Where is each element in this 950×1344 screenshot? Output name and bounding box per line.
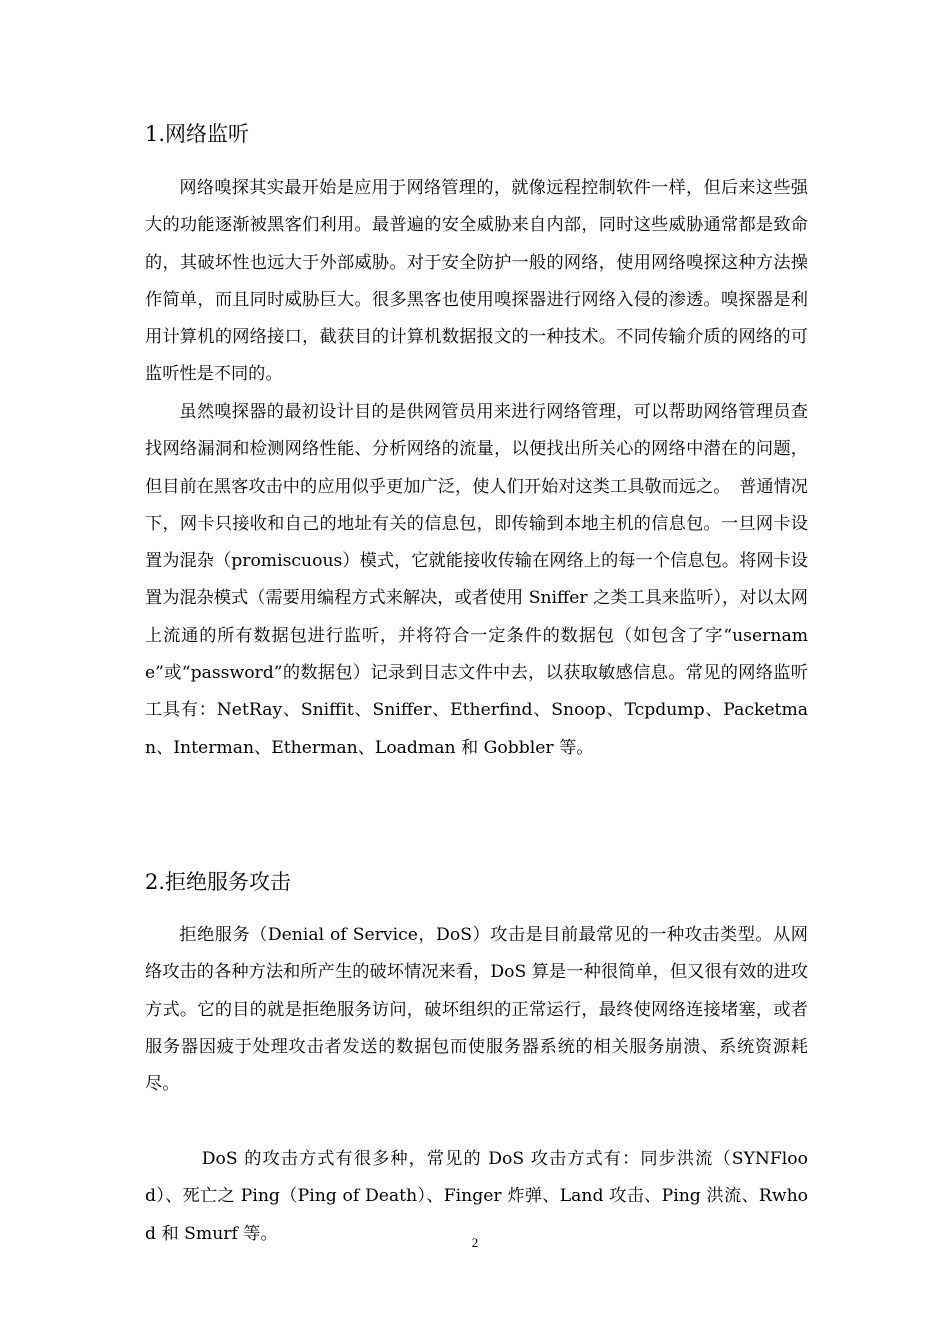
section-heading-network-listening: 1.网络监听 xyxy=(145,122,250,146)
section-heading-denial-of-service: 2.拒绝服务攻击 xyxy=(145,870,292,894)
paragraph-dos-intro: 拒绝服务（Denial of Service，DoS）攻击是目前最常见的一种攻击类型。从网络攻击的各种方法和所产生的破坏情况来看，DoS 算是一种很简单，但又很有效的进攻方式。它的目的就是拒绝服务访问，破坏组织的正常运行，最终使网络连接堵塞，或者服务器因疲于处理攻击者发送的数据包而使服务器系统的相关服务崩溃、系统资源耗尽。 xyxy=(145,925,808,1095)
paragraph-sniffing-intro: 网络嗅探其实最开始是应用于网络管理的，就像远程控制软件一样，但后来这些强大的功能逐渐被黑客们利用。最普遍的安全威胁来自内部，同时这些威胁通常都是致命的，其破坏性也远大于外部威胁。对于安全防护一般的网络，使用网络嗅探这种方法操作简单，而且同时威胁巨大。很多黑客也使用嗅探器进行网络入侵的渗透。嗅探器是利用计算机的网络接口，截获目的计算机数据报文的一种技术。不同传输介质的网络的可监听性是不同的。 xyxy=(145,178,808,385)
paragraph-sniffer-details: 虽然嗅探器的最初设计目的是供网管员用来进行网络管理，可以帮助网络管理员查找网络漏洞和检测网络性能、分析网络的流量，以便找出所关心的网络中潜在的问题，但目前在黑客攻击中的应用似乎更加广泛，使人们开始对这类工具敬而远之。 普通情况下，网卡只接收和自己的地址有关的信息包，即传输到本地主机的信息包。一旦网卡设置为混杂（promiscuous）模式，它就能接收传输在网络上的每一个信息包。将网卡设置为混杂模式（需要用编程方式来解决，或者使用 Sniffer 之类工具来监听），对以太网上流通的所有数据包进行监听，并将符合一定条件的数据包（如包含了字“username”或“password”的数据包）记录到日志文件中去，以获取敏感信息。常见的网络监听工具有：NetRay、Sniffit、Sniffer、Etherfind、Snoop、Tcpdump、Packetman、Interman、Etherman、Loadman 和 Gobbler 等。 xyxy=(145,402,808,758)
page-number: 2 xyxy=(471,1235,479,1250)
paragraph-dos-methods: DoS 的攻击方式有很多种，常见的 DoS 攻击方式有：同步洪流（SYNFlood）、死亡之 Ping（Ping of Death）、Finger 炸弹、Land 攻击、Ping 洪流、Rwhod 和 Smurf 等。 xyxy=(145,1149,808,1244)
